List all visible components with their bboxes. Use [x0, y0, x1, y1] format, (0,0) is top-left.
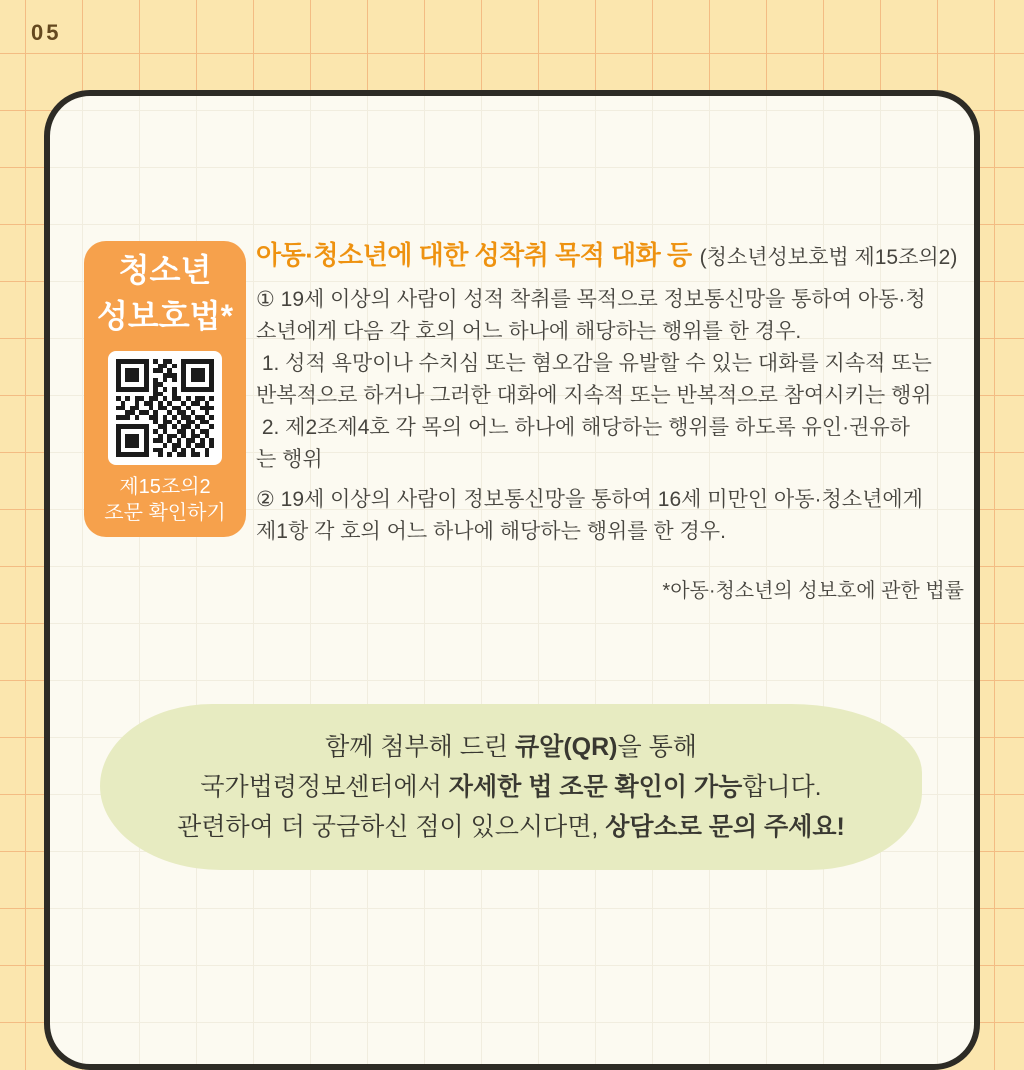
article-paragraph-2: ② 19세 이상의 사람이 정보통신망을 통하여 16세 미만인 아동·청소년에게 제1항 각 호의 어느 하나에 해당하는 행위를 한 경우.: [256, 488, 923, 543]
info-card: [44, 90, 980, 1070]
article-heading: 아동·청소년에 대한 성착취 목적 대화 등: [256, 240, 692, 270]
law-badge-title: 청소년 성보호법*: [96, 252, 234, 334]
article-headline: [256, 238, 964, 272]
qr-code-matrix: [116, 359, 214, 457]
law-badge: [84, 241, 246, 537]
article-footnote: *아동·청소년의 성보호에 관한 법률: [662, 580, 964, 602]
qr-notice-blob: 함께 첨부해 드린 큐알(QR)을 통해 국가법령정보센터에서 자세한 법 조문 확인이 가능합니다. 관련하여 더 궁금하신 점이 있으시다면, 상담소로 문의 주세요!: [100, 704, 922, 870]
qr-caption: 제15조의2 조문 확인하기: [104, 476, 226, 524]
qr-code: [108, 351, 222, 465]
article-content: [256, 238, 964, 603]
article-heading-reference: (청소년성보호법 제15조의2): [699, 246, 958, 269]
page-number: 05: [31, 20, 62, 45]
article-paragraph-1: ① 19세 이상의 사람이 성적 착취를 목적으로 정보통신망을 통하여 아동·청 소년에게 다음 각 호의 어느 하나에 해당하는 행위를 한 경우. 1. 성적 욕망이나 수치심 또는 혐오감을 유발할 수 있는 대화를 지속적 또는 반복적으로 하거나 그러한 대화에 지속적 또는 반복적으로 참여시키는 행위 2. 제2조제4호 각 목의 어느 하나에 해당하는 행위를 하도록 유인·권유하 는 행위: [256, 288, 932, 471]
